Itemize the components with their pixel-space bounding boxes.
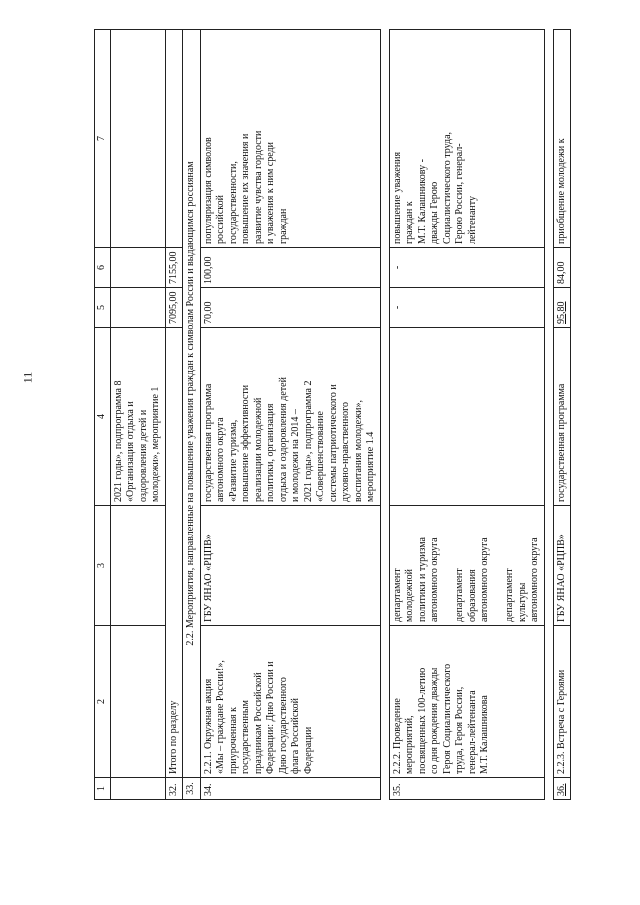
table-cell [110,778,165,800]
amount-cell: 70,00 [200,288,380,328]
column-header: 5 [95,288,111,328]
amount-cell: - [389,248,544,288]
row-number: 32. [165,778,183,800]
column-header: 7 [95,30,111,248]
table-cell [165,30,183,248]
total-label: Итого по разделу [165,328,183,778]
executor-cell: ГБУ ЯНАО «РЦПВ» [200,506,380,626]
table-row [389,30,544,800]
result-cell: повышение уважения граждан к М.Т. Калашникову - дважды Герою Социалистического труда, Герою России, генерал- лейтенанту [389,30,544,248]
program-cell [389,328,544,506]
column-header: 4 [95,328,111,506]
amount-cell: 95,80 [553,288,571,328]
row-number: 35. [389,778,544,800]
measure-cell: 2.2.1. Окружная акция «Мы – граждане России!», приуроченная к государственным праздникам Российской Федерации: Дню России и Дню государственного флага Российской Федерации [200,626,380,778]
table-cell [110,288,165,328]
table-cell [110,626,165,778]
measure-cell: 2.2.3. Встреча с Героями [553,626,571,778]
row-number: 36. [553,778,571,800]
program-cell: государственная программа [553,328,571,506]
section-title: 2.2. Мероприятия, направленные на повышение уважения граждан к символам России и выдающимся россиянам [183,30,201,778]
rotated-table-sheet [94,30,594,800]
executor-cell: ГБУ ЯНАО «РЦПВ» [553,506,571,626]
program-cell: 2021 годы», подпрограмма 8 «Организация отдыха и оздоровления детей и молодежи», мероприятие 1 [110,328,165,506]
table-row-section [183,30,201,800]
table-cell [110,30,165,248]
measures-table [94,29,571,800]
amount-cell: 100,00 [200,248,380,288]
row-number: 33. [183,778,201,800]
column-header: 2 [95,626,111,778]
measure-cell: 2.2.2. Проведение мероприятий, посвященных 100-летию со дня рождения дважды Героя Социалистического труда, Героя России, генерал-лейтенанта М.Т. Калашникова [389,626,544,778]
column-header: 3 [95,506,111,626]
table-row-continuation [110,30,165,800]
executor-cell: департамент молодежной политики и туризма автономного округа департамент образования автономного округа департамент культуры автономного округа [389,506,544,626]
table-row [200,30,380,800]
table-row [553,30,571,800]
amount-cell: 84,00 [553,248,571,288]
page-number: 11 [20,371,35,384]
amount-cell: 7155,00 [165,248,183,288]
column-header: 1 [95,778,111,800]
result-cell: приобщение молодежи к [553,30,571,248]
page-break-gap [544,30,553,800]
table-row-total [165,30,183,800]
program-cell: государственная программа автономного округа «Развитие туризма, повышение эффективности реализации молодежной политики, организация отдыха и оздоровления детей и молодежи на 2014 – 2021 годы», подпрограмма 2 «Совершенствование системы патриотического и духовно-нравственного воспитания молодежи», мероприятие 1.4 [200,328,380,506]
column-number-header-row [95,30,111,800]
row-number: 34. [200,778,380,800]
table-cell [110,506,165,626]
gap-cell [380,30,389,800]
result-cell: популяризация символов российской государственности, повышение их значения и развитие чувства гордости и уважения к ним среди граждан [200,30,380,248]
page-break-gap [380,30,389,800]
amount-cell: 7095,00 [165,288,183,328]
amount-cell: - [389,288,544,328]
column-header: 6 [95,248,111,288]
gap-cell [544,30,553,800]
table-cell [110,248,165,288]
